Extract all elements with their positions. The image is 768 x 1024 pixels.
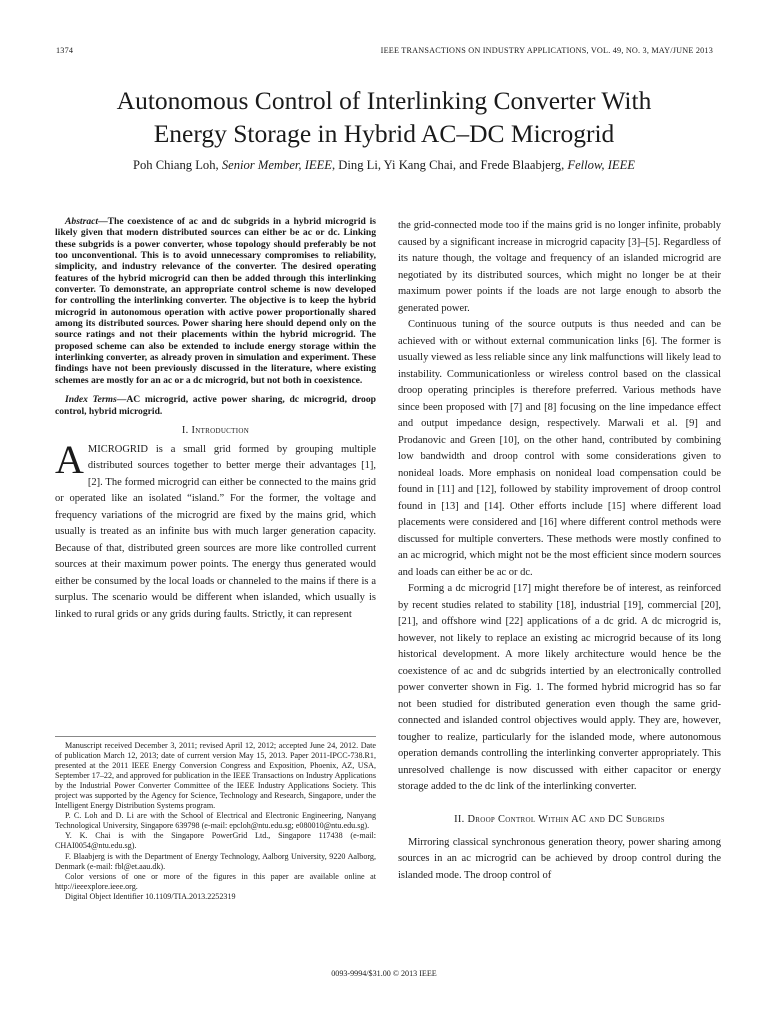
running-header: IEEE TRANSACTIONS ON INDUSTRY APPLICATIONS, VOL. 49, NO. 3, MAY/JUNE 2013 [380,46,713,55]
index-terms [55,394,376,417]
intro-paragraph [55,436,376,624]
footnote-affiliation-2: Y. K. Chai is with the Singapore PowerGrid Ltd., Singapore 117438 (e-mail: CHAI0054@ntu.edu.sg). [55,831,376,851]
author-list [40,158,728,173]
right-column [398,218,721,884]
right-paragraph-1: the grid-connected mode too if the mains grid is no longer infinite, probably caused by a significant increase in microgrid capacity [3]–[5]. Regardless of its nature though, the voltage and frequency of an islanded microgrid are negotiated by its distributed sources, which might no longer be at their maximum power points if the loads are not large enough to absorb the generated power. [398,220,721,314]
author-1: Poh Chiang Loh, [132,158,222,172]
index-terms-label: Index Terms [65,394,117,406]
abstract-label: Abstract [65,216,99,227]
footnote-affiliation-3: F. Blaabjerg is with the Department of Energy Technology, Aalborg University, 9220 Aalborg, Denmark (e-mail: fbl@et.aau.dk). [55,851,376,871]
right-paragraph-3: Forming a dc microgrid [17] might therefore be of interest, as reinforced by recent studies related to stability [18], industrial [19], commercial [20], [21], and offshore wind [22] applications of a dc grid. A dc microgrid is, however, not likely to replace an existing ac microgrid because of its long historical development. A more likely architecture would hence be the coexistence of ac and dc subgrids intertied by an electronically controlled power converter shown in Fig. 1. The formed hybrid microgrid has so far not been studied for distributed generation even though the same grid-connected and islanded control objectives would apply. They are, however, tougher to realize, particularly for the islanded mode, where autonomous operation demands controlling the interlinking converter appropriately. This unresolved challenge is now discussed with either capacitor or energy storage added to the dc link of the interlinking converter. [398,583,721,792]
drop-cap: A [55,436,84,482]
intro-text: MICROGRID is a small grid formed by grouping multiple distributed sources together to better merge their advantages [1], [2]. The formed microgrid can either be connected to the mains grid or operated like an isolated “island.” For the former, the voltage and frequency variations of the microgrid are fixed by the mains grid, which usually is treated as an infinite bus with much larger generation capacity. Because of that, distributed green sources are more like controlled current sources at their maximum power points. The energy thus generated would either be consumed by the local loads or channeled to the mains if there is a surplus. The scenario would be different when islanded, which usually is linked to rural grids or any grids during faults. Strictly, it can represent [55,443,376,620]
footnote-affiliation-1: P. C. Loh and D. Li are with the School of Electrical and Electronic Engineering, Nanyang Technological University, Singapore 639798 (e-mail: epcloh@ntu.edu.sg; e080010@ntu.edu.sg). [55,811,376,831]
left-column [55,216,376,623]
right-paragraph-4: Mirroring classical synchronous generation theory, power sharing among sources in an ac microgrid can be achieved by droop control during the islanded mode. The droop control of [398,836,721,881]
section-heading-droop-control: II. Droop Control Within AC and DC Subgrids [454,813,665,825]
footnote-doi: Digital Object Identifier 10.1109/TIA.2013.2252319 [65,891,236,901]
abstract-text: —The coexistence of ac and dc subgrids in a hybrid microgrid is likely given that modern distributed sources can either be ac or dc. Linking these subgrids is a power converter, whose topology should preferably be not too unconventional. This is to avoid unnecessary compromises to reliability, simplicity, and industry relevance of the converter. The desired operating features of the hybrid microgrid can then be added through this interlinking converter. To demonstrate, an appropriate control scheme is now developed for controlling the interlinking converter. The objective is to keep the hybrid microgrid in autonomous operation with active power proportionally shared among its distributed sources. Power sharing here should depend only on the source ratings and not their placements within the hybrid microgrid. The proposed scheme can also be extended to include energy storage within the interlinking converter, as already proven in simulation and experiment. These findings have not been previously discussed in the literature, where existing schemes are mostly for an ac or a dc microgrid, but not both in coexistence. [55,216,376,386]
footnote-color-versions: Color versions of one or more of the figures in this paper are available online at http://ieeexplore.ieee.org. [55,871,376,891]
footnote-manuscript: Manuscript received December 3, 2011; revised April 12, 2012; accepted June 24, 2012. Date of publication March 12, 2013; date of current version May 15, 2013. Paper 2011-IPCC-738.R1, presented at the 2011 IEEE Energy Conversion Congress and Exposition, Phoenix, AZ, USA, September 17–22, and approved for publication in the IEEE Transactions on Industry Applications by the Industrial Power Converter Committee of the IEEE Industry Applications Society. This project was supported by the Agency for Science, Technology and Research, Singapore, under the Intelligent Energy Distribution Systems program. [55,741,376,811]
page-number: 1374 [56,46,74,55]
footnote-divider [55,736,376,737]
paper-title [40,84,728,150]
index-terms-text: —AC microgrid, active power sharing, dc microgrid, droop control, hybrid microgrid. [55,394,376,417]
author-1-role: Senior Member, IEEE [221,158,332,172]
abstract [55,216,376,386]
title-line-2: Energy Storage in Hybrid AC–DC Microgrid [153,119,615,148]
section-heading-introduction: I. Introduction [181,424,250,436]
right-paragraph-2: Continuous tuning of the source outputs is thus needed and can be achieved with or without external communication links [6]. The former is usually viewed as less reliable since any link malfunctions will likely lead to instability. Communicationless or wireless control based on the classical droop operating principles is therefore preferred. Various methods have since been proposed with [7] and [8] focusing on the line impedance effect and output impedance design, respectively. Marwali et al. [9] and Prodanovic and Green [10], on the other hand, contributed by combining low bandwidth and droop control with some considerations given to nonideal loads. More emphasis on nonideal load compensation could be found in [11] and [12], followed by stability improvement of droop control found in [13] and [14]. Other efforts include [15] where different load placements were considered and [16] where different control methods were discussed for multiple converters. These methods were mostly confined to an ac microgrid, which might not be the most efficient since modern sources and loads can either be ac or dc. [398,319,721,578]
authors-middle: , Ding Li, Yi Kang Chai, and Frede Blaabjerg, [332,158,568,172]
author-4-role: Fellow, IEEE [567,158,636,172]
footnotes [55,741,376,902]
copyright-footer: 0093-9994/$31.00 © 2013 IEEE [331,969,437,978]
title-line-1: Autonomous Control of Interlinking Converter With [116,86,652,115]
